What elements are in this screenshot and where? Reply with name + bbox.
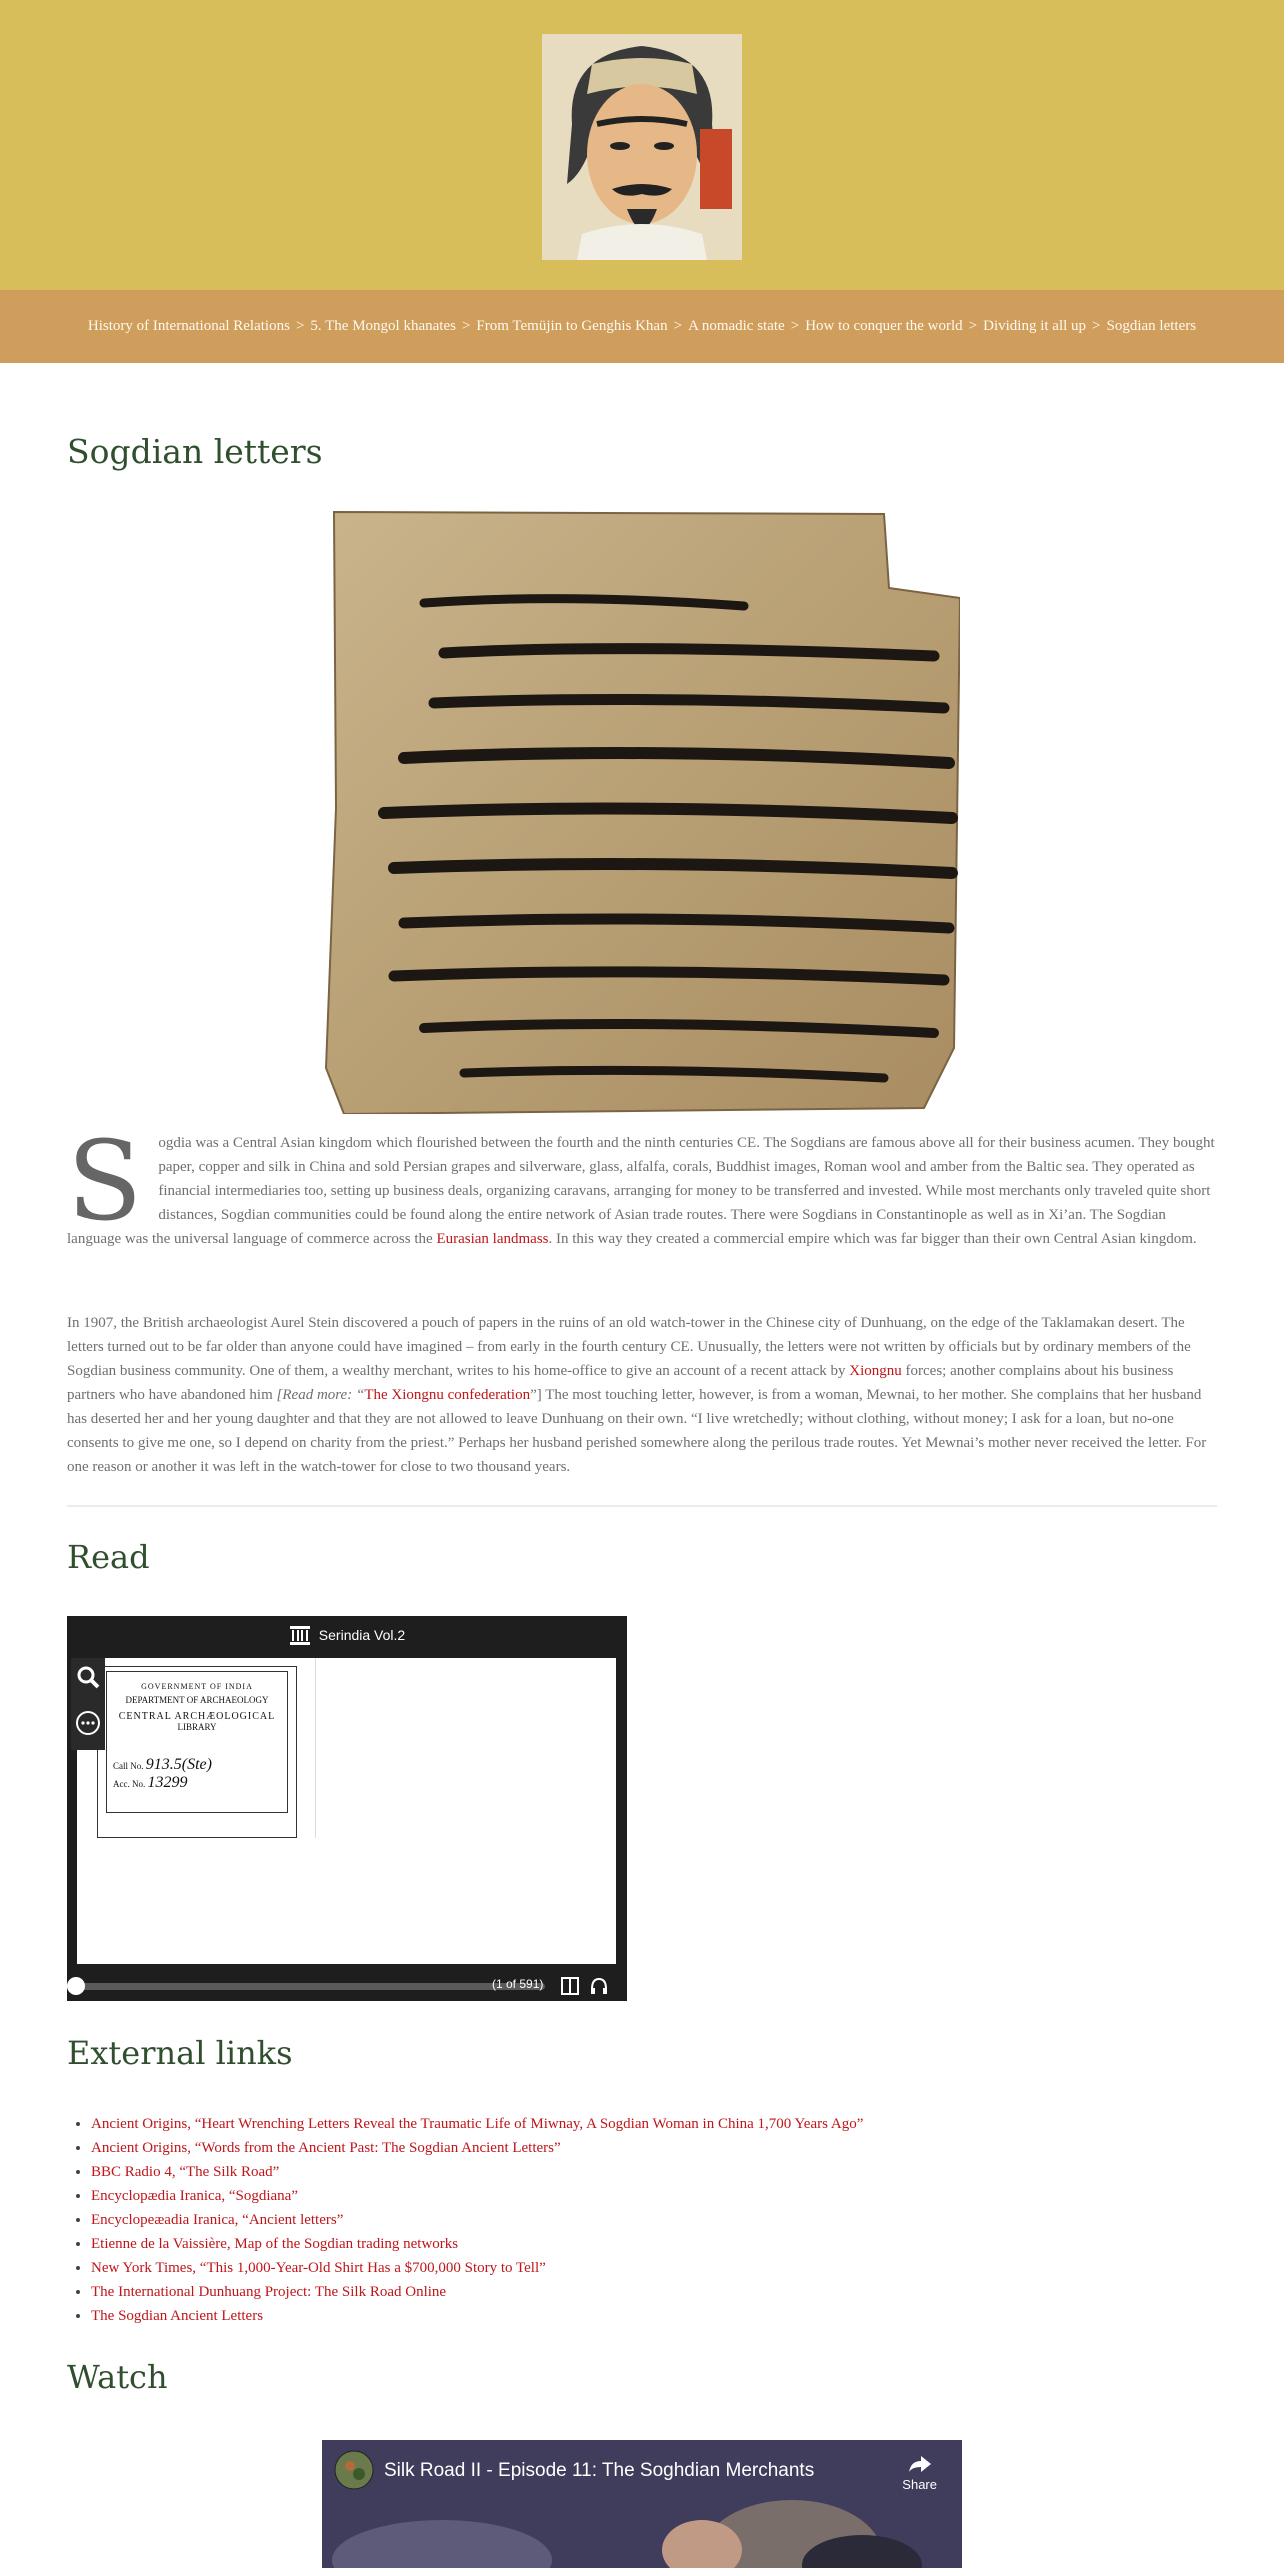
page-slider-handle[interactable]: [67, 1977, 85, 1995]
drop-cap: S: [67, 1117, 143, 1245]
external-link[interactable]: The International Dunhuang Project: The Silk Road Online: [91, 2284, 447, 2300]
reader-controls: [67, 1968, 627, 2001]
external-links-heading: External links: [67, 2034, 293, 2072]
card-line: CENTRAL ARCHÆOLOGICAL: [118, 1711, 276, 1722]
list-item: [91, 2112, 863, 2136]
breadcrumb-separator: >: [1092, 318, 1101, 334]
share-button[interactable]: [902, 2454, 937, 2492]
external-link[interactable]: Encyclopeæadia Iranica, “Ancient letters”: [91, 2212, 344, 2228]
body-text: forces; another complains about his business partners who have abandoned him: [67, 1363, 1174, 1403]
list-item: [91, 2256, 863, 2280]
two-page-view-icon[interactable]: [561, 1977, 579, 1995]
xiongnu-confederation-link[interactable]: The Xiongnu confederation: [364, 1387, 531, 1403]
reader-page[interactable]: [77, 1658, 616, 1964]
book-reader: [67, 1616, 627, 2001]
read-more-label: [Read more: “: [276, 1387, 365, 1403]
page-counter: (1 of 591): [492, 1977, 544, 1991]
page-slider[interactable]: [75, 1983, 545, 1990]
card-line: GOVERNMENT OF INDIA: [141, 1682, 253, 1691]
external-link[interactable]: New York Times, “This 1,000-Year-Old Shirt Has a $700,000 Story to Tell”: [91, 2260, 546, 2276]
list-item: [91, 2232, 863, 2256]
external-link[interactable]: Ancient Origins, “Heart Wrenching Letters Reveal the Traumatic Life of Miwnay, A Sogdian Woman in China 1,700 Years Ago”: [91, 2116, 864, 2132]
list-item: [91, 2304, 863, 2328]
breadcrumb-separator: >: [295, 318, 305, 334]
external-link[interactable]: Ancient Origins, “Words from the Ancient Past: The Sogdian Ancient Letters”: [91, 2140, 561, 2156]
acc-number-label: Acc. No.: [113, 1779, 146, 1789]
channel-avatar-icon[interactable]: [334, 2450, 374, 2490]
video-player[interactable]: [322, 2440, 962, 2568]
site-header: [0, 0, 1284, 290]
portrait-image: [542, 34, 742, 260]
manuscript-image: [324, 508, 960, 1114]
body-text: ”] The most touching letter, however, is from a woman, Mewnai, to her mother. She complains that her husband has deserted her and her young daughter and that they are not allowed to leave Dunhuang on their own. “I live wretchedly; without clothing, without money; I ask for a loan, but no-one consents to give me one, so I depend on charity from the priest.” Perhaps her husband perished somewhere along the perilous trade routes. Yet Mewnai’s mother never received the letter. For one reason or another it was left in the watch-tower for close to two thousand years.: [67, 1387, 1207, 1475]
external-link[interactable]: BBC Radio 4, “The Silk Road”: [91, 2164, 280, 2180]
search-icon[interactable]: [71, 1658, 105, 1698]
page-title: Sogdian letters: [67, 432, 323, 471]
watch-heading: Watch: [67, 2358, 168, 2396]
list-item: [91, 2184, 863, 2208]
breadcrumb-item[interactable]: 5. The Mongol khanates: [310, 318, 456, 334]
intro-text: . In this way they created a commercial empire which was far bigger than their own Central Asian kingdom.: [548, 1231, 1197, 1247]
read-heading: Read: [67, 1538, 150, 1576]
external-link[interactable]: Encyclopædia Iranica, “Sogdiana”: [91, 2188, 298, 2204]
section-divider: [67, 1505, 1217, 1507]
xiongnu-link[interactable]: Xiongnu: [849, 1363, 902, 1379]
external-links-list: [67, 2112, 863, 2328]
breadcrumb-item[interactable]: From Temüjin to Genghis Khan: [476, 318, 668, 334]
page-gutter: [315, 1658, 316, 1838]
breadcrumb-separator: >: [968, 318, 978, 334]
audio-icon[interactable]: [589, 1977, 609, 1995]
breadcrumb-item[interactable]: A nomadic state: [688, 318, 785, 334]
acc-number-value: 13299: [147, 1774, 188, 1791]
list-item: [91, 2208, 863, 2232]
list-item: [91, 2136, 863, 2160]
share-icon: [907, 2454, 933, 2474]
video-title[interactable]: Silk Road II - Episode 11: The Soghdian Merchants: [384, 2460, 815, 2481]
external-link[interactable]: Etienne de la Vaissière, Map of the Sogdian trading networks: [91, 2236, 459, 2252]
breadcrumb-current: Sogdian letters: [1106, 318, 1197, 334]
card-line: DEPARTMENT OF ARCHAEOLOGY: [125, 1695, 269, 1705]
external-link[interactable]: The Sogdian Ancient Letters: [91, 2308, 264, 2324]
breadcrumb-item[interactable]: Dividing it all up: [983, 318, 1087, 334]
breadcrumb: [0, 290, 1284, 363]
call-number-label: Call No.: [113, 1761, 144, 1771]
card-line: LIBRARY: [177, 1722, 217, 1732]
intro-text: ogdia was a Central Asian kingdom which flourished between the fourth and the ninth centuries CE. The Sogdians are famous above all for their business acumen. They bought paper, copper and silk in China and sold Persian grapes and silverware, glass, alfalfa, corals, Buddhist images, Roman wool and amber from the Baltic sea. They operated as financial intermediaries too, setting up business deals, organizing caravans, arranging for money to be transferred and invested. While most merchants only traveled quite short distances, Sogdian communities could be found along the entire network of Asian trade routes. There were Sogdians in Constantinople as well as in Xi’an. The Sogdian language was the universal language of commerce across the: [67, 1135, 1215, 1247]
more-options-icon[interactable]: [71, 1703, 105, 1743]
list-item: [91, 2160, 863, 2184]
reader-toolbar: [71, 1658, 105, 1750]
body-text: In 1907, the British archaeologist Aurel Stein discovered a pouch of papers in the ruins of an old watch-tower in the Chinese city of Dunhuang, on the edge of the Taklamakan desert. The letters turned out to be far older than anyone could have imagined – from early in the fourth century CE. Unusually, the letters were not written by officials but by ordinary members of the Sogdian business community. One of them, a wealthy merchant, writes to his home-office to give an account of a recent attack by: [67, 1315, 1191, 1379]
breadcrumb-separator: >: [790, 318, 800, 334]
share-label: Share: [902, 2477, 937, 2492]
list-item: [91, 2280, 863, 2304]
breadcrumb-separator: >: [673, 318, 683, 334]
reader-header: [67, 1616, 627, 1653]
eurasian-landmass-link[interactable]: Eurasian landmass: [436, 1231, 549, 1247]
breadcrumb-item[interactable]: How to conquer the world: [805, 318, 963, 334]
breadcrumb-separator: >: [461, 318, 471, 334]
call-number-value: 913.5(Ste): [145, 1756, 212, 1773]
archive-icon: [289, 1624, 311, 1646]
library-card: [97, 1666, 297, 1838]
breadcrumb-item[interactable]: History of International Relations: [87, 318, 290, 334]
body-paragraph: [67, 1311, 1217, 1479]
reader-title: Serindia Vol.2: [318, 1626, 406, 1643]
intro-paragraph: [67, 1117, 1217, 1251]
